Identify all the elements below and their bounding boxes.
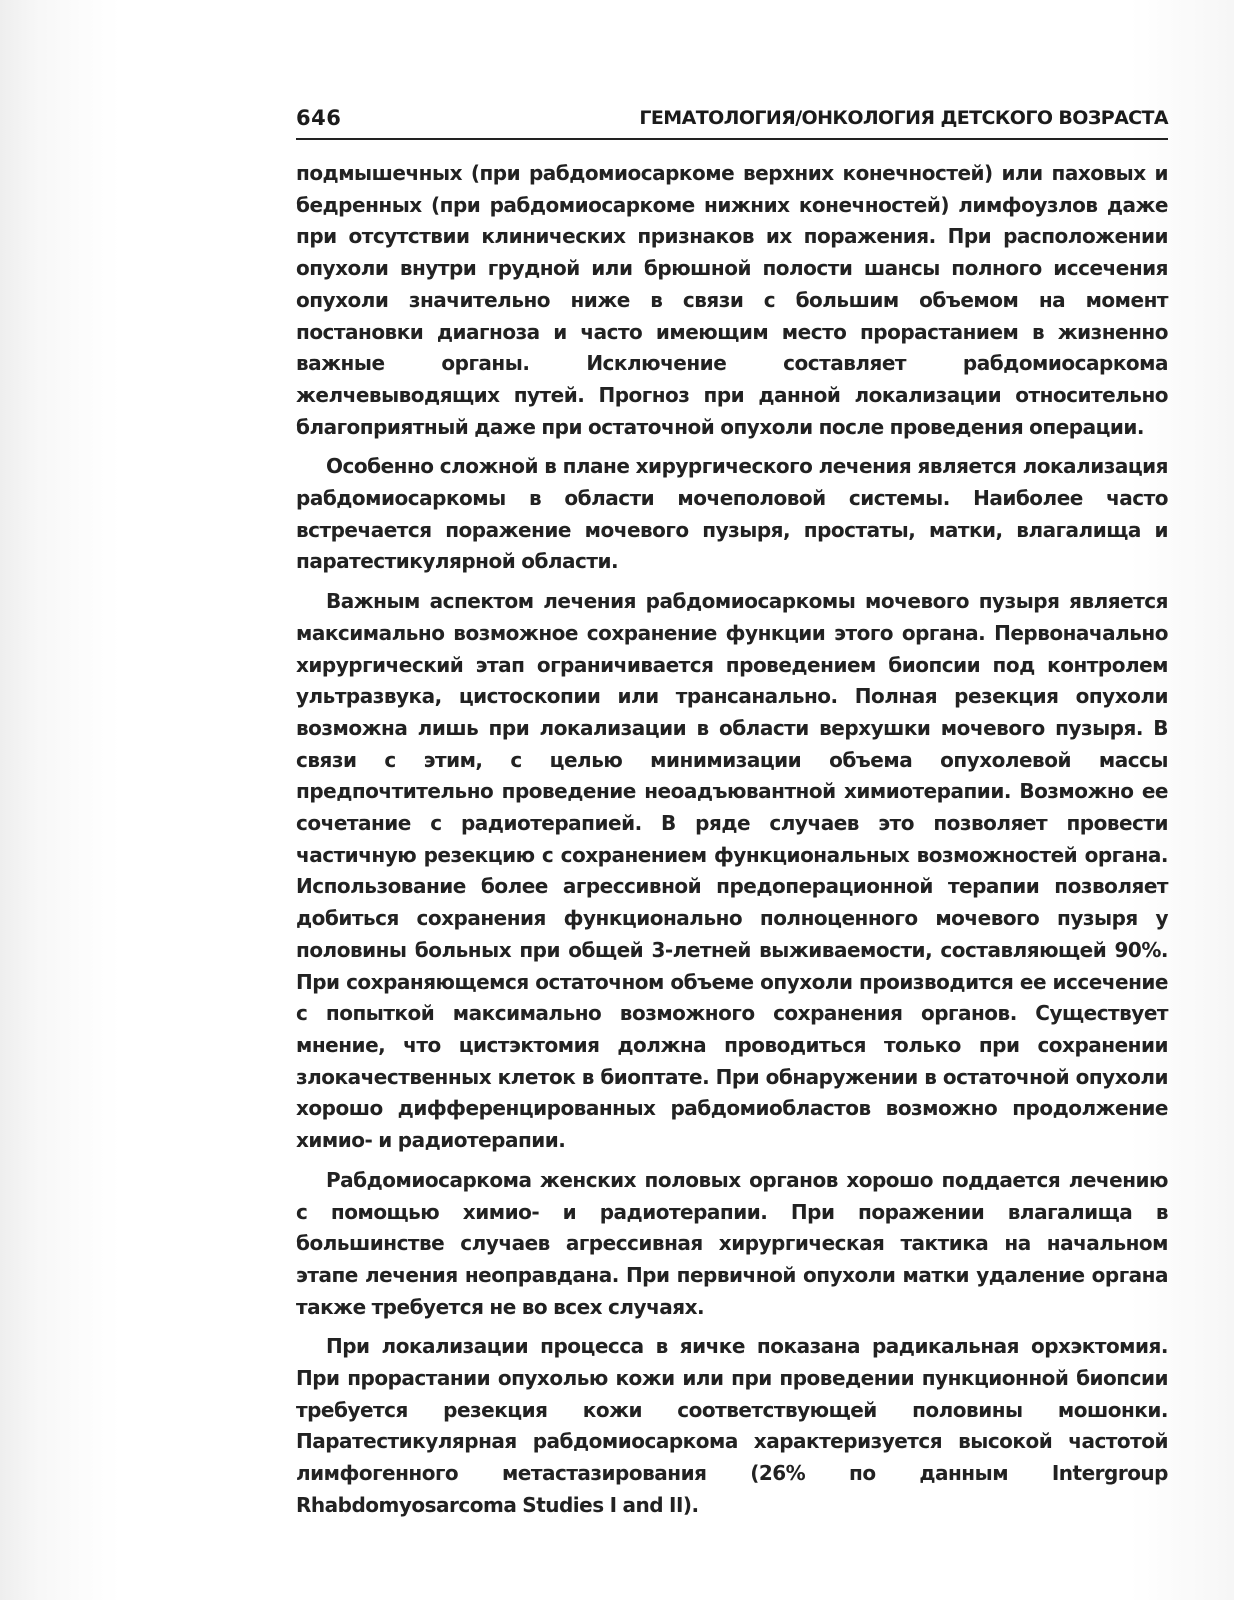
running-header [296, 100, 1168, 140]
paragraph-testicle: При локализации процесса в яичке показана радикальная орхэктомия. При прорастании опухолью кожи или при проведении пункционной биопсии требуется резекция кожи соответствующей половины мошонки. Паратестикулярная рабдомиосаркома характеризуется высокой частотой лимфогенного метастазирования (26% по данным Intergroup Rhabdomyosarcoma Studies I and II). [296, 1334, 1168, 1517]
book-page [296, 100, 1168, 1530]
running-header-title: ГЕМАТОЛОГИЯ/ОНКОЛОГИЯ ДЕТСКОГО ВОЗРАСТА [639, 107, 1168, 129]
paragraph-urogenital: Особенно сложной в плане хирургического лечения является локализация рабдомиосаркомы в области мочеполовой системы. Наиболее часто встречается поражение мочевого пузыря, простаты, матки, влагалища и паратестикулярной области. [296, 454, 1168, 574]
page-number: 646 [296, 106, 342, 130]
paragraph-continued: подмышечных (при рабдомиосаркоме верхних конечностей) или паховых и бедренных (при рабдомиосаркоме нижних конечностей) лимфоузлов даже при отсутствии клинических признаков их поражения. При расположении опухоли внутри грудной или брюшной полости шансы полного иссечения опухоли значительно ниже в связи с большим объемом на момент постановки диагноза и часто имеющим место прорастанием в жизненно важные органы. Исключение составляет рабдомиосаркома желчевыводящих путей. Прогноз при данной локализации относительно благоприятный даже при остаточной опухоли после проведения операции. [296, 161, 1168, 439]
paragraph-female-organs: Рабдомиосаркома женских половых органов хорошо поддается лечению с помощью химио- и радиотерапии. При поражении влагалища в большинстве случаев агрессивная хирургическая тактика на начальном этапе лечения неоправдана. При первичной опухоли матки удаление органа также требуется не во всех случаях. [296, 1167, 1168, 1319]
paragraph-bladder: Важным аспектом лечения рабдомиосаркомы мочевого пузыря является максимально возможное сохранение функции этого органа. Первоначально хирургический этап ограничивается проведением биопсии под контролем ультразвука, цистоскопии или трансанально. Полная резекция опухоли возможна лишь при локализации в области верхушки мочевого пузыря. В связи с этим, с целью минимизации объема опухолевой массы предпочтительно проведение неоадъювантной химиотерапии. Возможно ее сочетание с радиотерапией. В ряде случаев это позволяет провести частичную резекцию с сохранением функциональных возможностей органа. Использование более агрессивной предоперационной терапии позволяет добиться сохранения функционально полноценного мочевого пузыря у половины больных при общей 3-летней выживаемости, составляющей 90%. При сохраняющемся остаточном объеме опухоли производится ее иссечение с попыткой максимально возможного сохранения органов. Существует мнение, что цистэктомия должна проводиться только при сохранении злокачественных клеток в биоптате. При обнаружении в остаточной опухоли хорошо дифференцированных рабдомиобластов возможно продолжение химио- и радиотерапии. [296, 589, 1168, 1153]
body-text [296, 158, 1168, 1522]
